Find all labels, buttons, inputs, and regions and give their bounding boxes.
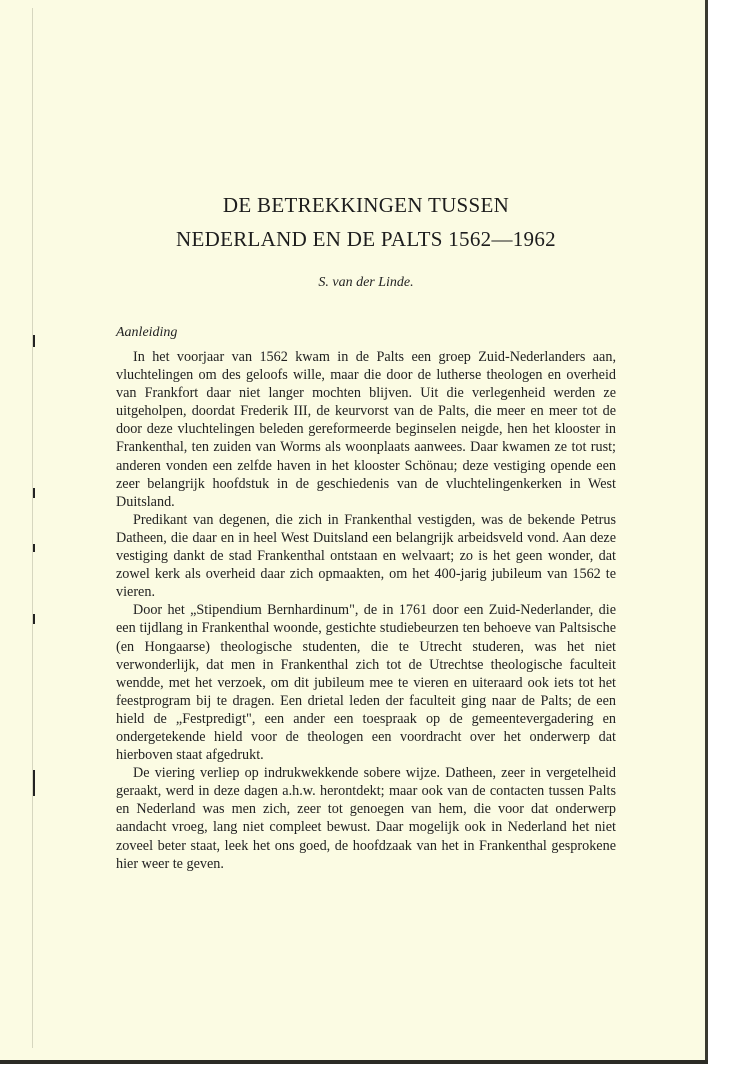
scan-margin-mark xyxy=(33,614,35,624)
page-title-line-2: NEDERLAND EN DE PALTS 1562—1962 xyxy=(176,227,556,251)
paragraph: Predikant van degenen, die zich in Frankenthal vestigden, was de bekende Petrus Datheen, die daar en in heel West Duitsland een belangrijk arbeidsveld vond. Aan deze vestiging dankt de stad Frankenthal ontstaan en welvaart; zo is het geen wonder, dat zowel kerk als overheid daar zich opmaakten, om het 400-jarig jubileum van 1562 te vieren. xyxy=(116,511,616,601)
section-heading: Aanleiding xyxy=(116,325,178,340)
paragraph: In het voorjaar van 1562 kwam in de Palts een groep Zuid-Nederlanders aan, vluchtelingen om des geloofs wille, maar die door de lutherse theologen en overheid van Frankfort daar niet langer mochten blijven. Uit die verlegenheid werden ze uitgeholpen, doordat Frederik III, de keurvorst van de Palts, die meer en meer tot de door deze vluchtelingen beleden gereformeerde beginselen neigde, hen het klooster in Frankenthal, ten zuiden van Worms als woonplaats aanwees. Daar kwamen ze tot rust; anderen vonden een zelfde haven in het klooster Schönau; deze vestiging opende een zeer belangrijk hoofdstuk in de geschiedenis van de vluchtelingenkerken in West Duitsland. xyxy=(116,349,616,510)
paragraph: De viering verliep op indrukwekkende sobere wijze. Datheen, zeer in vergetelheid geraakt, werd in deze dagen a.h.w. herontdekt; maar ook van de contacten tussen Palts en Nederland was men zich, zeer tot genoegen van hem, die voor dat onderwerp aandacht vroeg, lang niet compleet bewust. Daar mogelijk ook in Nederland het niet zoveel beter staat, leek het ons goed, de hoofdzaak van het in Frankenthal gesprokene hier weer te geven. xyxy=(116,765,616,872)
article-body xyxy=(116,348,616,873)
scan-margin-mark xyxy=(33,544,35,552)
scan-margin-mark xyxy=(33,770,35,796)
page-fold-line xyxy=(32,8,33,1048)
page-edge-shadow xyxy=(705,0,708,1060)
scan-margin-mark xyxy=(33,335,35,347)
paragraph: Door het „Stipendium Bernhardinum", de in 1761 door een Zuid-Nederlander, die een tijdlang in Frankenthal woonde, gestichte studiebeurzen ten behoeve van Paltsische (en Hongaarse) theologische studenten, die te Utrecht studeren, was het niet verwonderlijk, dat men in Frankenthal zich tot de Utrechtse theologische faculteit wendde, met het verzoek, om dit jubileum mee te vieren en uiteraard ook iets tot het feestprogram bij te dragen. Een drietal leden der faculteit ging naar de Palts; de een hield de „Festpredigt", een ander een toespraak op de gemeentevergadering en ondergetekende hield voor de theologen een voordracht over het onderwerp dat hierboven staat afgedrukt. xyxy=(116,602,616,764)
author-byline: S. van der Linde. xyxy=(318,275,414,290)
scan-margin-mark xyxy=(33,488,35,498)
page-title-line-1: DE BETREKKINGEN TUSSEN xyxy=(222,193,510,217)
page-edge-shadow xyxy=(0,1060,708,1064)
